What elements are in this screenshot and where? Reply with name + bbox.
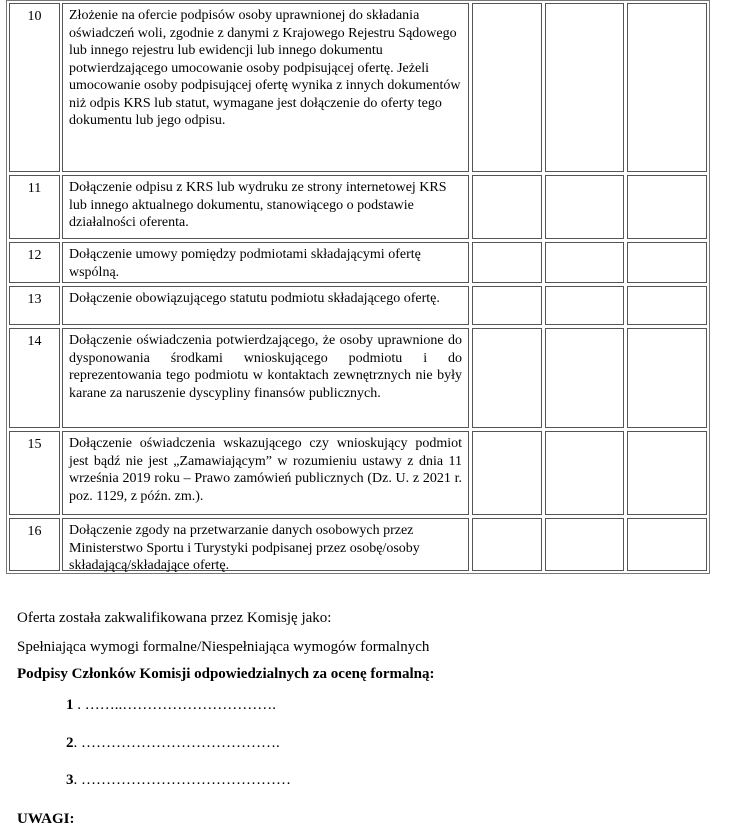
check-cell[interactable]	[545, 242, 624, 283]
formal-status-line: Spełniająca wymogi formalne/Niespełniająca wymogów formalnych	[17, 639, 430, 655]
notes-label: UWAGI:	[17, 811, 75, 827]
signature-dots: . ……………………………………	[73, 772, 291, 788]
qualification-line: Oferta została zakwalifikowana przez Komisję jako:	[17, 610, 332, 626]
check-cell[interactable]	[472, 3, 542, 172]
row-description: Dołączenie oświadczenia wskazującego czy wnioskujący podmiot jest bądź nie jest „Zamawiającym” w rozumieniu ustawy z dnia 11 września 2019 roku – Prawo zamówień publicznych (Dz. U. z 2021 r. poz. 1129, z późn. zm.).	[62, 431, 469, 515]
check-cell[interactable]	[627, 518, 707, 571]
check-cell[interactable]	[627, 431, 707, 515]
row-description: Złożenie na ofercie podpisów osoby uprawnionej do składania oświadczeń woli, zgodnie z danymi z Krajowego Rejestru Sądowego lub innego rejestru lub ewidencji lub innego dokumentu potwierdzającego umocowanie osoby podpisującej ofertę. Jeżeli umocowanie osoby podpisującej ofertę wynika z innych dokumentów niż odpis KRS lub statut, wymagane jest dołączenie do oferty tego dokumentu lub jego odpisu.	[62, 3, 469, 172]
row-number: 15	[9, 431, 60, 515]
check-cell[interactable]	[627, 242, 707, 283]
signature-dots: . ……..………………………….	[73, 697, 276, 713]
row-description: Dołączenie umowy pomiędzy podmiotami składającymi ofertę wspólną.	[62, 242, 469, 283]
check-cell[interactable]	[545, 328, 624, 428]
check-cell[interactable]	[545, 431, 624, 515]
signature-number: 3	[66, 772, 74, 788]
row-number: 16	[9, 518, 60, 571]
signatures-heading: Podpisy Członków Komisji odpowiedzialnych za ocenę formalną:	[17, 666, 435, 682]
check-cell[interactable]	[472, 431, 542, 515]
check-cell[interactable]	[472, 242, 542, 283]
row-number: 13	[9, 286, 60, 325]
signature-dots: . ………………………………….	[73, 735, 280, 751]
signature-number: 1	[66, 697, 74, 713]
check-cell[interactable]	[627, 3, 707, 172]
check-cell[interactable]	[545, 175, 624, 239]
check-cell[interactable]	[627, 328, 707, 428]
signature-number: 2	[66, 735, 74, 751]
check-cell[interactable]	[545, 3, 624, 172]
row-description: Dołączenie odpisu z KRS lub wydruku ze strony internetowej KRS lub innego aktualnego dokumentu, stanowiącego o podstawie działalności oferenta.	[62, 175, 469, 239]
row-number: 14	[9, 328, 60, 428]
signature-line-2	[66, 734, 280, 752]
row-number: 10	[9, 3, 60, 172]
check-cell[interactable]	[472, 518, 542, 571]
row-description: Dołączenie obowiązującego statutu podmiotu składającego ofertę.	[62, 286, 469, 325]
check-cell[interactable]	[545, 518, 624, 571]
check-cell[interactable]	[627, 286, 707, 325]
check-cell[interactable]	[472, 286, 542, 325]
row-description: Dołączenie oświadczenia potwierdzającego, że osoby uprawnione do dysponowania środkami wnioskującego podmiotu i do reprezentowania tego podmiotu w kontaktach zewnętrznych nie były karane za naruszenie dyscypliny finansów publicznych.	[62, 328, 469, 428]
check-cell[interactable]	[545, 286, 624, 325]
row-number: 11	[9, 175, 60, 239]
row-description: Dołączenie zgody na przetwarzanie danych osobowych przez Ministerstwo Sportu i Turystyki podpisanej przez osobę/osoby składającą/składające ofertę.	[62, 518, 469, 571]
row-number: 12	[9, 242, 60, 283]
check-cell[interactable]	[472, 328, 542, 428]
signature-line-1	[66, 696, 276, 714]
check-cell[interactable]	[627, 175, 707, 239]
signature-line-3	[66, 771, 291, 789]
check-cell[interactable]	[472, 175, 542, 239]
